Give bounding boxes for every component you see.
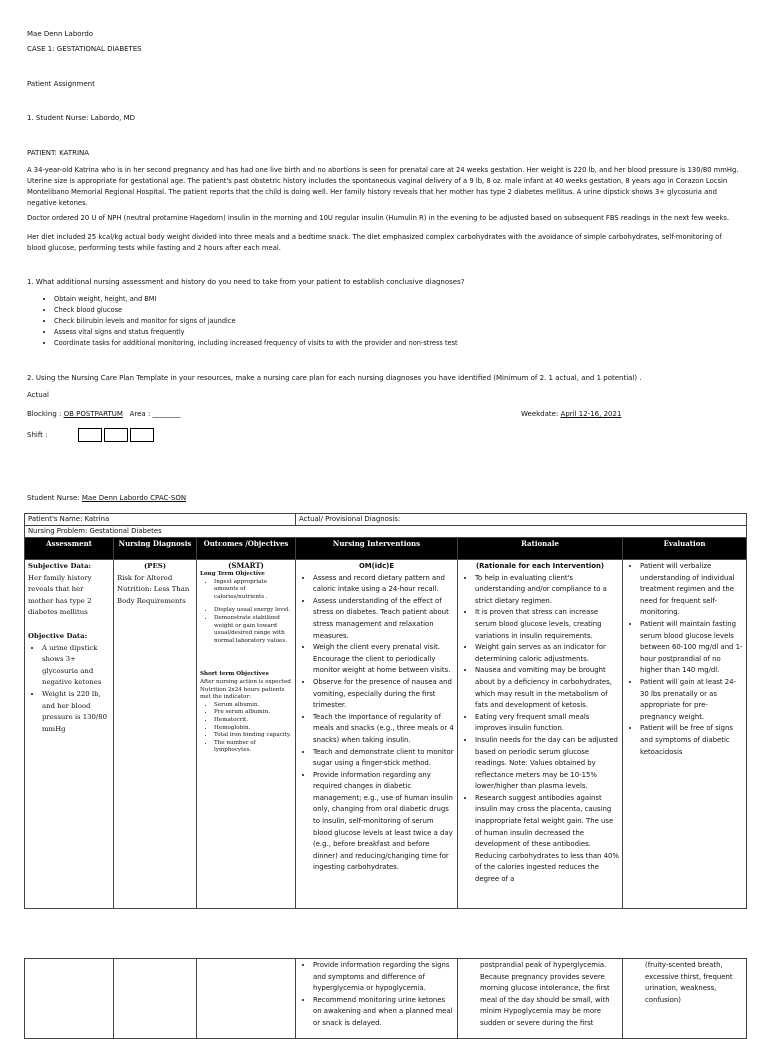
question-1: 1. What additional nursing assessment and history do you need to take from your patient to establish conclusive diagnoses?: [27, 278, 465, 286]
assessment-list: [40, 294, 458, 349]
short-term-intro: After nursing action is expected Nutrition 2x24 hours patients met the indicator:: [200, 678, 291, 701]
assignment-heading: Patient Assignment: [27, 80, 95, 88]
assessment-cell: [25, 560, 114, 909]
smart-title: (SMART): [228, 561, 264, 570]
col-rationale: Rationale: [458, 538, 623, 560]
list-item: • Display usual energy level.: [214, 607, 292, 615]
list-item: • Teach the importance of regularity of meals and snacks (e.g., three meals or 4 snacks) when taking insulin.: [313, 712, 454, 747]
list-item: • Check bilirubin levels and monitor for signs of jaundice: [54, 316, 458, 327]
weekdate-label: Weekdate:: [521, 410, 559, 418]
case-paragraph-1: A 34-year-old Katrina who is in her second pregnancy and has had one live birth and no abortions is seen for prenatal care at 24 weeks gestation. Her weight is 220 lb, and her blood pressure is 130/80 mmHg. Uterine size is appropriate for gestational age. The patient's past obstetric history includes the spontaneous vaginal delivery of a 9 lb, 8 oz. male infant at 40 weeks gestation, 8 years ago in Corazon Locsin Montelibano Memorial Regional Hospital. The patient reports that the child is doing well. Her family history reveals that her mother has type 2 diabetes mellitus. A urine dipstick shows 3+ glycosuria and negative ketones.: [27, 166, 739, 207]
list-item: • Serum albumin.: [214, 702, 292, 710]
case-paragraph-2: Doctor ordered 20 U of NPH (neutral protamine Hagedorn) insulin in the morning and 10U regular insulin (Humulin R) in the evening to be adjusted based on subsequent FBS readings in the next few weeks.: [27, 214, 730, 222]
list-item: • Observe for the presence of nausea and vomiting, especially during the first trimester.: [313, 677, 454, 712]
assessment-cell: [25, 959, 114, 1039]
diagnosis-cell: [114, 959, 197, 1039]
list-item: • Coordinate tasks for additional monitoring, including increased frequency of visits to with the provider and non-stress test: [54, 338, 458, 349]
list-item: • Assess and record dietary pattern and caloric intake using a 24-hour recall.: [313, 573, 454, 596]
objective-title: Objective Data:: [28, 631, 88, 640]
col-diagnosis: Nursing Diagnosis: [114, 538, 197, 560]
area-value: ________: [152, 410, 181, 418]
rationale-cell: postprandial peak of hyperglycemia. Because pregnancy provides severe morning glucose intolerance, the first meal of the day should be small, with minim Hypoglycemia may be more sudden or severe during the first: [458, 959, 623, 1039]
student-nurse-signature: [27, 494, 186, 502]
rationale-title: (Rationale for each Intervention): [475, 562, 605, 570]
patient-name-cell: Patient's Name: Katrina: [25, 514, 296, 526]
list-item: • Obtain weight, height, and BMI: [54, 294, 458, 305]
outcomes-cell: [197, 959, 296, 1039]
subjective-text: Her family history reveals that her mother has type 2 diabetes mellitus: [28, 573, 92, 617]
list-item: • Total iron binding capacity.: [214, 732, 292, 740]
provisional-diagnosis-cell: Actual/ Provisional Diagnosis:: [296, 514, 747, 526]
list-item: • Provide information regarding any required changes in diabetic management; e.g., use of human insulin only, changing from oral diabetic drugs to insulin, self-monitoring of serum blood glucose levels at least twice a day (e.g., before breakfast and before dinner) and reducing/changing time for ingesting carbohydrates.: [313, 770, 454, 874]
short-term-title: Short term Objectives: [200, 671, 269, 678]
pes-title: (PES): [144, 562, 166, 570]
col-interventions: Nursing Interventions: [296, 538, 458, 560]
list-item: • Patient will be free of signs and symptoms of diabetic ketoacidosis: [640, 723, 743, 758]
care-plan-table: [24, 513, 747, 909]
patient-line: PATIENT: KATRINA: [27, 149, 90, 157]
question-2: 2. Using the Nursing Care Plan Template in your resources, make a nursing care plan for each nursing diagnoses you have identified (Minimum of 2. 1 actual, and 1 potential) .: [27, 374, 642, 382]
interventions-title: OM(idc)E: [358, 562, 395, 570]
list-item: • Provide information regarding the signs and symptoms and difference of hyperglycemia or hypoglycemia.: [313, 960, 454, 995]
list-item: • Ingest appropriate amounts of calories/nutrients .: [214, 579, 292, 602]
list-item: • Weight gain serves as an indicator for determining caloric adjustments.: [475, 642, 619, 665]
col-assessment: Assessment: [25, 538, 114, 560]
list-item: • Insulin needs for the day can be adjusted based on periodic serum glucose readings. Note: Values obtained by reflectance meters may be 10-15% lower/higher than plasma levels.: [475, 735, 619, 793]
shift-box-1[interactable]: [78, 428, 102, 442]
col-evaluation: Evaluation: [623, 538, 747, 560]
list-item: • Assess vital signs and status frequently: [54, 327, 458, 338]
weekdate-row: [521, 410, 621, 418]
blocking-row: [27, 410, 181, 418]
nursing-problem-cell: Nursing Problem: Gestational Diabetes: [25, 526, 747, 538]
author-name: Mae Denn Labordo: [27, 30, 94, 38]
list-item: • The number of lymphocytes.: [214, 740, 292, 755]
list-item: • Teach and demonstrate client to monitor sugar using a finger-stick method.: [313, 747, 454, 770]
list-item: • Research suggest antibodies against insulin may cross the placenta, causing inappropriate fetal weight gain. The use of human insulin decreased the development of these antibodies. Reducing carbohydrates to less than 40% of the calories ingested reduces the degree of a: [475, 793, 619, 886]
list-item: • Recommend monitoring urine ketones on awakening and when a planned meal or snack is delayed.: [313, 995, 454, 1030]
list-item: • Nausea and vomiting may be brought about by a deficiency in carbohydrates, which may result in the metabolism of fats and development of ketosis.: [475, 665, 619, 711]
list-item: • To help in evaluating client's understanding and/or compliance to a strict dietary regimen.: [475, 573, 619, 608]
interventions-cell: [296, 959, 458, 1039]
student-nurse-value: Mae Denn Labordo CPAC-SON: [81, 494, 187, 502]
rationale-cell: [458, 560, 623, 909]
list-item: • Eating very frequent small meals improves insulin function.: [475, 712, 619, 735]
diagnosis-cell: [114, 560, 197, 909]
evaluation-cell: [623, 560, 747, 909]
list-item: • Pre serum albumin.: [214, 709, 292, 717]
list-item: • Check blood glucose: [54, 305, 458, 316]
shift-label: Shift :: [27, 431, 48, 439]
care-plan-continuation: [24, 958, 747, 1039]
list-item: • Weigh the client every prenatal visit. Encourage the client to periodically monitor weight at home between visits.: [313, 642, 454, 677]
blocking-value: OB POSTPARTUM: [63, 410, 123, 418]
student-nurse-label: Student Nurse:: [27, 494, 80, 502]
area-label: Area :: [129, 410, 151, 418]
shift-box-2[interactable]: [104, 428, 128, 442]
col-outcomes: Outcomes /Objectives: [197, 538, 296, 560]
list-item: • A urine dipstick shows 3+ glycosuria and negative ketones: [42, 643, 110, 689]
interventions-cell: [296, 560, 458, 909]
list-item: • Patient will maintain fasting serum blood glucose levels between 60-100 mg/dl and 1-hour postprandial of no higher than 140 mg/dl.: [640, 619, 743, 677]
list-item: • Patient will gain at least 24-30 lbs prenatally or as appropriate for pre-pregnancy weight.: [640, 677, 743, 723]
list-item: • Hematocrit.: [214, 717, 292, 725]
diagnosis-text: Risk for Altered Nutrition: Less Than Body Requirements: [117, 573, 190, 605]
student-nurse-line: 1. Student Nurse: Labordo, MD: [27, 114, 136, 122]
long-term-title: Long Term Objective: [200, 571, 265, 577]
list-item: • Weight is 220 lb, and her blood pressure is 130/80 mmHg: [42, 689, 110, 735]
blocking-label: Blocking :: [27, 410, 62, 418]
list-item: • Assess understanding of the effect of stress on diabetes. Teach patient about stress management and relaxation measures.: [313, 596, 454, 642]
list-item: • It is proven that stress can increase serum blood glucose levels, creating variations in insulin requirements.: [475, 607, 619, 642]
evaluation-cell: (fruity-scented breath, excessive thirst, frequent urination, weakness, confusion): [623, 959, 747, 1039]
list-item: • Demonstrate stabilized weight or gain toward usual/desired range with normal laboratory values.: [214, 615, 292, 645]
list-item: • Hemoglobin.: [214, 725, 292, 733]
weekdate-value: April 12-16, 2021: [560, 410, 622, 418]
case-paragraph-3: Her diet included 25 kcal/kg actual body weight divided into three meals and a bedtime snack. The diet emphasized complex carbohydrates with the avoidance of simple carbohydrates, self-monitoring of blood glucose, performing tests while fasting and 2 hours after each meal.: [27, 233, 722, 252]
outcomes-cell: [197, 560, 296, 909]
shift-box-3[interactable]: [130, 428, 154, 442]
case-title: CASE 1: GESTATIONAL DIABETES: [27, 45, 142, 53]
shift-row: [27, 428, 156, 442]
list-item: • Patient will verbalize understanding of individual treatment regimen and the need for frequent self-monitoring.: [640, 561, 743, 619]
actual-label: Actual: [27, 391, 49, 399]
subjective-title: Subjective Data:: [28, 562, 92, 570]
